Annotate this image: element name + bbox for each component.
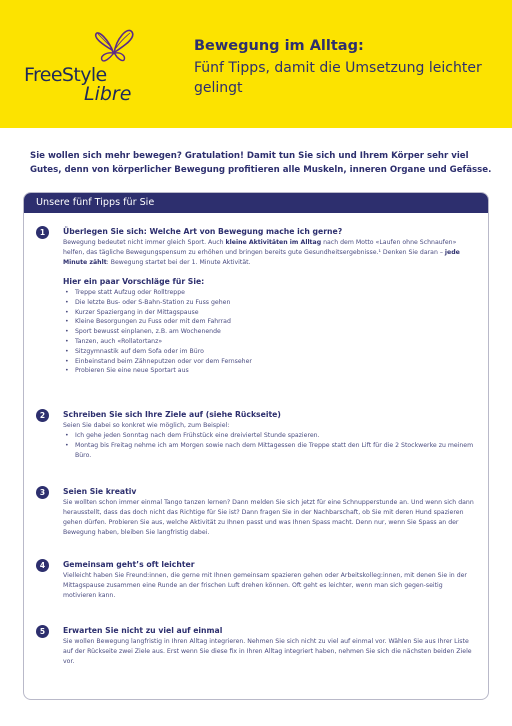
suggestions-heading: Hier ein paar Vorschläge für Sie: [63,277,205,286]
suggestions-list [63,288,476,376]
list-item: • Einbeinstand beim Zähneputzen oder vor dem Fernseher [63,357,476,367]
list-item: • Ich gehe jeden Sonntag nach dem Frühstück eine dreiviertel Stunde spazieren. [63,431,476,441]
tip-text: Sie wollten schon immer einmal Tango tanzen lernen? Dann melden Sie sich jetzt für eine Schnupperstunde an. Und wenn sich dann herausstellt, dass das doch nicht das Richtige für Sie ist? Dann fragen Sie in der Nachbarschaft, ob Sie mit deren Hund spazieren gehen dürfen. Probieren Sie aus, welche Aktivität zu Ihnen passt und was Ihnen Spass macht. Denn nur, wenn Sie Spass an der Bewegung haben, bleiben Sie langfristig dabei. [63,499,474,536]
tip-number-badge: 5 [36,625,49,638]
tip-number-badge: 4 [36,559,49,572]
intro-paragraph: Sie wollen sich mehr bewegen? Gratulation! Damit tun Sie sich und Ihrem Körper sehr viel Gutes, denn von körperlicher Bewegung profitieren alle Muskeln, inneren Organe und Gefässe. [30,151,492,175]
tip-3 [36,486,476,538]
list-item: • Kurzer Spaziergang in der Mittagspause [63,308,476,318]
page-subtitle: Fünf Tipps, damit die Umsetzung leichter gelingt [194,60,482,96]
tip-text: Bewegung bedeutet nicht immer gleich Sport. Auch kleine Aktivitäten im Alltag nach dem Motto «Laufen ohne Schnaufen» helfen, das tägliche Bewegungspensum zu erhöhen und bringen bereits gute Gesundheitsergebnisse.¹ Denken Sie daran – jede Minute zählt: Bewegung startet bei der 1. Minute Aktivität. [63,239,460,266]
logo-text-libre: Libre [84,83,132,105]
tip-number-badge: 1 [36,226,49,239]
page-title: Bewegung im Alltag: [194,38,364,54]
list-item: • Probieren Sie eine neue Sportart aus [63,366,476,376]
tip-text: Vielleicht haben Sie Freund:innen, die gerne mit Ihnen gemeinsam spazieren gehen oder Arbeitskolleg:innen, mit denen Sie in der Mittagspause zusammen eine Runde an der frischen Luft drehen können. Oft geht es leichter, wenn man sich gegen-seitig motivieren kann. [63,572,467,599]
tips-card [23,192,489,700]
tip-text: Seien Sie dabei so konkret wie möglich, zum Beispiel: [63,422,230,429]
tip-2 [36,409,476,460]
tip-1 [36,226,476,376]
list-item: • Die letzte Bus- oder S-Bahn-Station zu Fuss gehen [63,298,476,308]
list-item: • Kleine Besorgungen zu Fuss oder mit dem Fahrrad [63,317,476,327]
tip-title: Erwarten Sie nicht zu viel auf einmal [63,626,223,635]
list-item: • Treppe statt Aufzug oder Rolltreppe [63,288,476,298]
tip-4 [36,559,476,601]
freestyle-libre-logo [24,28,154,118]
examples-list [63,431,476,460]
butterfly-icon [94,28,136,62]
tips-card-header: Unsere fünf Tipps für Sie [24,193,488,213]
list-item: • Sitzgymnastik auf dem Sofa oder im Büro [63,347,476,357]
list-item: • Sport bewusst einplanen, z.B. am Wochenende [63,327,476,337]
tip-title: Seien Sie kreativ [63,487,137,496]
header-banner [0,0,512,128]
tip-title: Überlegen Sie sich: Welche Art von Bewegung mache ich gerne? [63,227,343,236]
tip-5 [36,625,476,667]
list-item: • Montag bis Freitag nehme ich am Morgen sowie nach dem Mittagessen die Treppe statt den Lift für die 2 Stockwerke zu meinem Büro. [63,441,476,461]
logo-text-freestyle: FreeStyle [24,64,107,86]
tip-number-badge: 2 [36,409,49,422]
tip-number-badge: 3 [36,486,49,499]
list-item: • Tanzen, auch «Rollatortanz» [63,337,476,347]
tip-title: Schreiben Sie sich Ihre Ziele auf (siehe Rückseite) [63,410,281,419]
tip-text: Sie wollen Bewegung langfristig in Ihren Alltag integrieren. Nehmen Sie sich nicht zu viel auf einmal vor. Wählen Sie aus Ihrer Liste auf der Rückseite zwei Ziele aus. Erst wenn Sie diese fix in Ihren Alltag integriert haben, nehmen Sie sich die nächsten beiden Ziele vor. [63,638,472,665]
tip-title: Gemeinsam geht’s oft leichter [63,560,195,569]
